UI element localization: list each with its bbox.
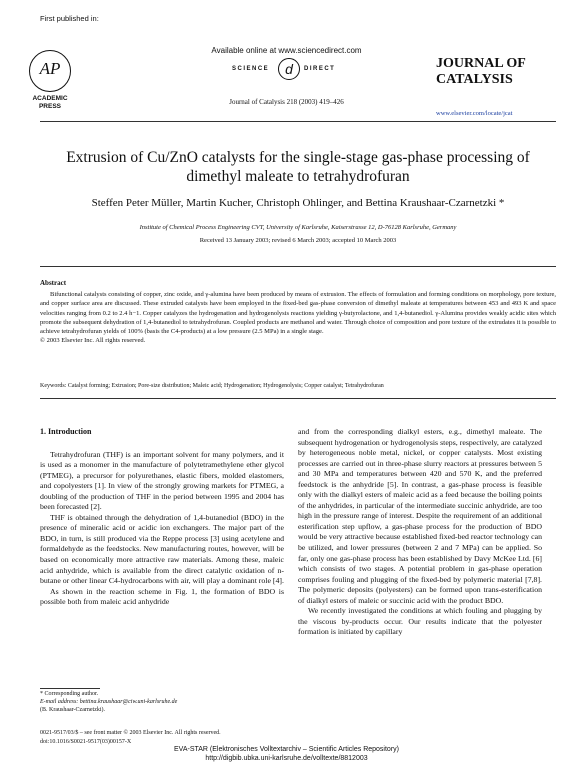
journal-reference: Journal of Catalysis 218 (2003) 419–426 bbox=[229, 98, 344, 106]
available-online-text: Available online at www.sciencedirect.com bbox=[211, 46, 362, 55]
footnote-divider bbox=[40, 688, 100, 689]
paragraph: Tetrahydrofuran (THF) is an important solvent for many polymers, and it is used as a monomer in the manufacture of polytetramethylene ether glycol (PTMEG), a precursor for polyurethanes, elastic fibers, molded elastomers, and copolyesters [1]. In view of the strongly growing markets for PTMEG, a doubling of the production of THF in the period between 1995 and 2004 has been forecasted [2]. bbox=[40, 449, 284, 512]
repository-url-link[interactable]: http://digbib.ubka.uni-karlsruhe.de/volltexte/8812003 bbox=[205, 755, 368, 762]
abstract-heading: Abstract bbox=[40, 279, 67, 287]
received-dates: Received 13 January 2003; revised 6 March 2003; accepted 10 March 2003 bbox=[199, 237, 397, 244]
abstract-copyright: © 2003 Elsevier Inc. All rights reserved. bbox=[40, 337, 146, 345]
at-sign-icon: d bbox=[278, 58, 300, 80]
journal-url-link[interactable]: www.elsevier.com/locate/jcat bbox=[436, 110, 513, 117]
sd-right-word: DIRECT bbox=[304, 66, 336, 72]
article-authors: Steffen Peter Müller, Martin Kucher, Christoph Ohlinger, and Bettina Kraushaar-Czarnetzki * bbox=[91, 197, 505, 209]
abstract-bottom-divider bbox=[40, 398, 556, 399]
abstract-section bbox=[40, 279, 556, 345]
paragraph: As shown in the reaction scheme in Fig. 1, the formation of BDO is possible both from maleic acid anhydride bbox=[40, 586, 284, 607]
article-title: Extrusion of Cu/ZnO catalysts for the single-stage gas-phase processing of dimethyl maleate to tetrahydrofuran bbox=[66, 149, 530, 185]
keywords-line: Keywords: Catalyst forming; Extrusion; Pore-size distribution; Maleic acid; Hydrogenation; Hydrogenolysis; Copper catalyst; Tetrahydrofuran bbox=[40, 383, 384, 389]
sciencedirect-logo bbox=[228, 58, 348, 80]
paragraph: We recently investigated the conditions at which fouling and plugging by the viscous by-products occur. Our results indicate that the polyester formation is initiated by capillary bbox=[298, 606, 542, 637]
repository-title: EVA-STAR (Elektronisches Volltextarchiv – Scientific Articles Repository) bbox=[174, 746, 399, 753]
abstract-top-divider bbox=[40, 266, 556, 267]
first-published-note: First published in: bbox=[40, 14, 99, 23]
header-divider bbox=[40, 121, 556, 122]
body-column-left bbox=[40, 427, 284, 608]
issn-line: 0021-9517/03/$ – see front matter © 2003 Elsevier Inc. All rights reserved. bbox=[40, 730, 221, 736]
footnote-email: E-mail address: bettina.kraushaar@ciw.uni-karlsruhe.de bbox=[40, 699, 178, 705]
section-heading: 1. Introduction bbox=[40, 427, 92, 436]
sd-left-word: SCIENCE bbox=[232, 66, 270, 72]
repository-note bbox=[0, 745, 573, 763]
abstract-text: Bifunctional catalysts consisting of copper, zinc oxide, and γ-alumina have been produced by means of extrusion. The effects of formulation and forming conditions on morphology, pore texture, and copper surface area are discussed. These extruded catalysts have been employed in the fixed-bed gas-phase conversion of dimethyl maleate at temperatures between 453 and 493 K and space velocities ranging from 0.2 to 2.4 h−1. Copper catalyzes the hydrogenation and hydrogenolysis reactions yielding γ-butyrolactone, and 1,4-butanediol. γ-Alumina provides weakly acidic sites which promote the subsequent dehydration of 1,4-butanediol to tetrahydrofuran. Coupled products are methanol and water. Through choice of composition and pore texture of the extrudates it is possible to achieve tetrahydrofuran yields of 100% (basis the C4-products) at a low pressure (2.5 MPa) in a single stage. bbox=[40, 291, 556, 336]
footnote-name: (B. Kraushaar-Czarnetzki). bbox=[40, 707, 106, 713]
author-affiliation: Institute of Chemical Process Engineering CVT, University of Karlsruhe, Kaiserstrasse 12, D-76128 Karlsruhe, Germany bbox=[139, 224, 457, 231]
paragraph: and from the corresponding dialkyl esters, e.g., dimethyl maleate. The subsequent hydrogenation or hydrogenolysis steps, respectively, are catalyzed by heterogeneous noble metal, nickel, or copper catalysts. Most existing processes are carried out in three-phase slurry reactors at pressures between 5 and 30 MPa and temperatures between 420 and 570 K, and the preferred feedstock is the anhydride [5]. In contrast, a gas-phase process is feasible only with the dialkyl esters of maleic acid as a feed because the boiling points of the anhydrides, in particular of the intermediate succinic anhydride, are too high in the pressure range of interest. Despite the requirement of an additional esterification step upflow, a gas-phase process for the production of BDO would be very attractive because established fixed-bed reactor technology can be utilized, and lower pressures (between 2 and 7 MPa) can be applied. So far, only one gas-phase process has been established by Davy McKee Ltd. [6] which consists of two stages. A potential problem in gas-phase operation comprises fouling and plugging of the fixed-bed by polymeric material [7,8]. The polymeric deposits (polyesters) can be formed upon trans-esterification of dialkyl esters of maleic or succinic acid with the product BDO. bbox=[298, 427, 542, 605]
doi-line: doi:10.1016/S0021-9517(03)00157-X bbox=[40, 739, 132, 745]
body-column-right bbox=[298, 427, 542, 638]
publisher-name: ACADEMIC PRESS bbox=[32, 95, 68, 110]
footnote-corresponding: * Corresponding author. bbox=[40, 691, 99, 697]
journal-name: JOURNAL OF CATALYSIS bbox=[436, 56, 526, 87]
footnote bbox=[40, 690, 284, 714]
paragraph: THF is obtained through the dehydration of 1,4-butanediol (BDO) in the presence of mineralic acid or acidic ion exchangers. The major part of the BDO, in turn, is still produced via the Reppe process [3] using acetylene and formaldehyde as the feedstocks. New manufacturing routes, however, will be based on economically more attractive raw materials. Among these, maleic acid anhydride, which is available from the direct catalytic oxidation of n-butane or other linear C4-hydrocarbons with air, will play a dominant role [4]. bbox=[40, 512, 284, 586]
ap-logo-icon: AP bbox=[29, 50, 71, 92]
